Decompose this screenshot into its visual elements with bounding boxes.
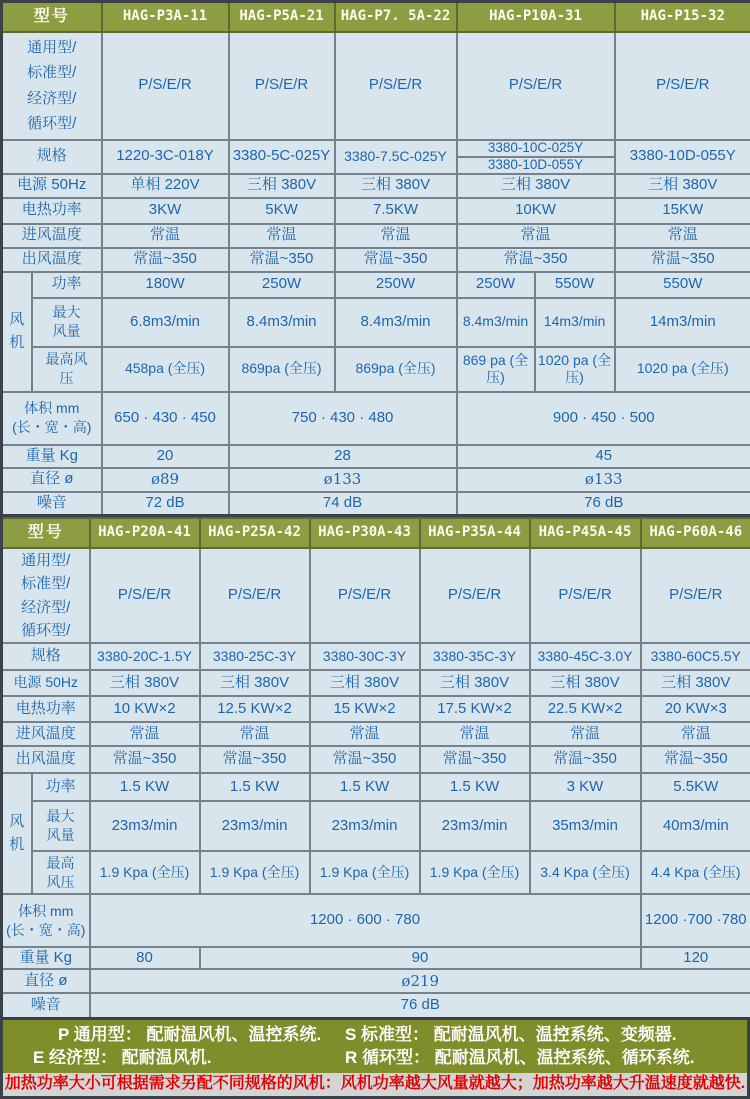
power-cell: 单相 220V	[102, 174, 229, 198]
spec-cell: 3380-35C-3Y	[420, 643, 530, 670]
heat-power-label: 电热功率	[2, 198, 102, 224]
noise-cell: 76 dB	[90, 993, 750, 1018]
fan-airflow-cell: 14m3/min	[615, 298, 750, 347]
fan-power-cell: 1.5 KW	[90, 773, 200, 801]
diameter-cell: ø219	[90, 969, 750, 993]
model-cell: HAG-P20A-41	[90, 518, 200, 548]
fan-airflow-cell: 8.4m3/min	[229, 298, 335, 347]
type-cell: P/S/E/R	[615, 32, 750, 140]
fan-group-label	[2, 272, 32, 392]
inlet-cell: 常温	[310, 722, 420, 746]
spec-cell: 3380-10D-055Y	[615, 140, 750, 174]
type-label-line: 经济型/	[5, 596, 87, 619]
legend-s-standard: S 标准型： 配耐温风机、温控系统、变频器.	[345, 1023, 747, 1046]
type-cell: P/S/E/R	[530, 548, 641, 643]
heat-cell: 22.5 KW×2	[530, 696, 641, 722]
type-cell: P/S/E/R	[420, 548, 530, 643]
inlet-temp-row	[2, 722, 750, 746]
fan-pressure-cell: 1.9 Kpa (全压)	[200, 851, 310, 894]
type-row-label	[2, 548, 90, 643]
fan-pressure-cell: 869pa (全压)	[229, 347, 335, 392]
weight-row	[2, 445, 750, 468]
power-supply-row	[2, 670, 750, 696]
outlet-temp-label: 出风温度	[2, 248, 102, 272]
model-header-row	[2, 518, 750, 548]
fan-power-cell: 250W	[229, 272, 335, 298]
fan-airflow-cell: 23m3/min	[420, 801, 530, 851]
type-label-line: 循环型/	[5, 619, 87, 642]
volume-label-line: 体积 mm	[5, 399, 99, 418]
inlet-temp-row	[2, 224, 750, 248]
volume-row	[2, 894, 750, 947]
inlet-cell: 常温	[615, 224, 750, 248]
noise-cell: 76 dB	[457, 492, 750, 516]
legend-p-general: P 通用型： 配耐温风机、温控系统.	[3, 1023, 345, 1046]
model-header-row	[2, 2, 750, 32]
power-cell: 三相 380V	[457, 174, 615, 198]
fan-power-cell: 550W	[535, 272, 615, 298]
power-cell: 三相 380V	[310, 670, 420, 696]
legend-e-economy: E 经济型： 配耐温风机.	[3, 1046, 345, 1069]
weight-row	[2, 947, 750, 969]
pressure-label-line: 压	[35, 369, 99, 388]
fan-power-row	[2, 272, 750, 298]
inlet-cell: 常温	[641, 722, 750, 746]
type-row	[2, 548, 750, 643]
heat-cell: 10KW	[457, 198, 615, 224]
model-cell: HAG-P35A-44	[420, 518, 530, 548]
fan-pressure-cell: 4.4 Kpa (全压)	[641, 851, 750, 894]
spec-cell: 3380-60C5.5Y	[641, 643, 750, 670]
model-cell: HAG-P60A-46	[641, 518, 750, 548]
fan-power-cell: 250W	[457, 272, 535, 298]
fan-power-cell: 1.5 KW	[420, 773, 530, 801]
model-cell: HAG-P7. 5A-22	[335, 2, 457, 32]
model-cell: HAG-P5A-21	[229, 2, 335, 32]
weight-cell: 90	[200, 947, 641, 969]
airflow-label-line: 最大	[35, 807, 87, 826]
fan-pressure-row	[2, 347, 750, 392]
model-cell: HAG-P45A-45	[530, 518, 641, 548]
noise-label: 噪音	[2, 492, 102, 516]
diameter-row	[2, 969, 750, 993]
fan-pressure-cell: 869pa (全压)	[335, 347, 457, 392]
fan-pressure-cell: 1020 pa (全压)	[535, 347, 615, 392]
spec-cell: 3380-25C-3Y	[200, 643, 310, 670]
fan-pressure-label	[32, 347, 102, 392]
spec-row	[2, 643, 750, 670]
fan-power-row	[2, 773, 750, 801]
heating-power-note: 加热功率大小可根据需求另配不同规格的风机：风机功率越大风量就越大；加热功率越大升温速度就越快.	[0, 1073, 750, 1099]
heat-cell: 15 KW×2	[310, 696, 420, 722]
fan-pressure-cell: 869 pa (全压)	[457, 347, 535, 392]
fan-pressure-label	[32, 851, 90, 894]
noise-row	[2, 993, 750, 1018]
power-cell: 三相 380V	[615, 174, 750, 198]
outlet-temp-label: 出风温度	[2, 746, 90, 773]
noise-label: 噪音	[2, 993, 90, 1018]
fan-airflow-cell: 35m3/min	[530, 801, 641, 851]
volume-cell: 1200 · 600 · 780	[90, 894, 641, 947]
fan-pressure-cell: 1020 pa (全压)	[615, 347, 750, 392]
volume-cell: 650 · 430 · 450	[102, 392, 229, 445]
inlet-cell: 常温	[530, 722, 641, 746]
outlet-cell: 常温~350	[615, 248, 750, 272]
outlet-cell: 常温~350	[420, 746, 530, 773]
fan-airflow-label	[32, 801, 90, 851]
airflow-label-line: 最大	[35, 303, 99, 322]
fan-power-label: 功率	[32, 272, 102, 298]
outlet-cell: 常温~350	[641, 746, 750, 773]
inlet-cell: 常温	[229, 224, 335, 248]
power-cell: 三相 380V	[90, 670, 200, 696]
heat-cell: 17.5 KW×2	[420, 696, 530, 722]
fan-airflow-cell: 23m3/min	[200, 801, 310, 851]
fan-airflow-cell: 23m3/min	[90, 801, 200, 851]
model-cell: HAG-P30A-43	[310, 518, 420, 548]
type-cell: P/S/E/R	[457, 32, 615, 140]
outlet-cell: 常温~350	[200, 746, 310, 773]
heat-cell: 20 KW×3	[641, 696, 750, 722]
fan-pressure-cell: 1.9 Kpa (全压)	[420, 851, 530, 894]
fan-airflow-cell: 8.4m3/min	[335, 298, 457, 347]
fan-power-cell: 250W	[335, 272, 457, 298]
volume-label-line: (长・宽・高)	[5, 418, 99, 437]
fan-airflow-cell: 14m3/min	[535, 298, 615, 347]
weight-cell: 120	[641, 947, 750, 969]
fan-group-label	[2, 773, 32, 894]
spec-cell: 3380-10D-055Y	[457, 157, 615, 174]
type-cell: P/S/E/R	[310, 548, 420, 643]
fan-pressure-cell: 1.9 Kpa (全压)	[310, 851, 420, 894]
model-cell: HAG-P10A-31	[457, 2, 615, 32]
heat-cell: 15KW	[615, 198, 750, 224]
spec-cell: 3380-7.5C-025Y	[335, 140, 457, 174]
fan-power-cell: 550W	[615, 272, 750, 298]
model-cell: HAG-P3A-11	[102, 2, 229, 32]
pressure-label-line: 最高	[35, 854, 87, 873]
noise-cell: 72 dB	[102, 492, 229, 516]
fan-airflow-cell: 40m3/min	[641, 801, 750, 851]
spec-cell: 3380-20C-1.5Y	[90, 643, 200, 670]
model-cell: HAG-P15-32	[615, 2, 750, 32]
spec-cell: 3380-5C-025Y	[229, 140, 335, 174]
airflow-label-line: 风量	[35, 826, 87, 845]
fan-power-cell: 180W	[102, 272, 229, 298]
fan-pressure-cell: 1.9 Kpa (全压)	[90, 851, 200, 894]
outlet-temp-row	[2, 248, 750, 272]
volume-label-line: (长・宽・高)	[5, 921, 87, 940]
volume-cell: 750 · 430 · 480	[229, 392, 457, 445]
power-supply-row	[2, 174, 750, 198]
type-row-label	[2, 32, 102, 140]
fan-label-char: 机	[5, 834, 29, 857]
outlet-cell: 常温~350	[335, 248, 457, 272]
fan-power-cell: 3 KW	[530, 773, 641, 801]
power-supply-label: 电源 50Hz	[2, 174, 102, 198]
power-cell: 三相 380V	[200, 670, 310, 696]
outlet-cell: 常温~350	[310, 746, 420, 773]
fan-airflow-cell: 8.4m3/min	[457, 298, 535, 347]
type-label-line: 循环型/	[5, 111, 99, 137]
weight-label: 重量 Kg	[2, 445, 102, 468]
volume-label-line: 体积 mm	[5, 902, 87, 921]
spec-cell: 3380-45C-3.0Y	[530, 643, 641, 670]
outlet-cell: 常温~350	[229, 248, 335, 272]
type-cell: P/S/E/R	[200, 548, 310, 643]
power-cell: 三相 380V	[641, 670, 750, 696]
fan-pressure-cell: 458pa (全压)	[102, 347, 229, 392]
pressure-label-line: 最高风	[35, 350, 99, 369]
heat-power-row	[2, 198, 750, 224]
volume-cell: 1200 ·700 ·780	[641, 894, 750, 947]
diameter-label: 直径 ø	[2, 468, 102, 492]
spec-row	[2, 140, 750, 157]
type-label-line: 标准型/	[5, 60, 99, 86]
inlet-temp-label: 进风温度	[2, 224, 102, 248]
outlet-cell: 常温~350	[90, 746, 200, 773]
type-cell: P/S/E/R	[335, 32, 457, 140]
power-supply-label: 电源 50Hz	[2, 670, 90, 696]
inlet-cell: 常温	[102, 224, 229, 248]
noise-row	[2, 492, 750, 516]
heat-cell: 10 KW×2	[90, 696, 200, 722]
fan-power-label: 功率	[32, 773, 90, 801]
inlet-cell: 常温	[457, 224, 615, 248]
fan-label-char: 机	[5, 332, 29, 355]
fan-airflow-cell: 6.8m3/min	[102, 298, 229, 347]
airflow-label-line: 风量	[35, 322, 99, 341]
inlet-temp-label: 进风温度	[2, 722, 90, 746]
heat-cell: 3KW	[102, 198, 229, 224]
spec-table-small-models	[0, 0, 750, 517]
heat-cell: 5KW	[229, 198, 335, 224]
diameter-cell: ø89	[102, 468, 229, 492]
fan-power-cell: 1.5 KW	[310, 773, 420, 801]
diameter-cell: ø133	[229, 468, 457, 492]
model-header-label: 型号	[2, 518, 90, 548]
type-label-line: 通用型/	[5, 35, 99, 61]
fan-pressure-cell: 3.4 Kpa (全压)	[530, 851, 641, 894]
weight-cell: 20	[102, 445, 229, 468]
type-cell: P/S/E/R	[90, 548, 200, 643]
fan-airflow-label	[32, 298, 102, 347]
power-cell: 三相 380V	[229, 174, 335, 198]
fan-airflow-row	[2, 298, 750, 347]
heat-cell: 7.5KW	[335, 198, 457, 224]
spec-table-large-models	[0, 517, 750, 1020]
fan-airflow-row	[2, 801, 750, 851]
legend-line	[3, 1046, 747, 1069]
inlet-cell: 常温	[200, 722, 310, 746]
volume-cell: 900 · 450 · 500	[457, 392, 750, 445]
outlet-cell: 常温~350	[457, 248, 615, 272]
type-row	[2, 32, 750, 140]
diameter-label: 直径 ø	[2, 969, 90, 993]
type-label-line: 通用型/	[5, 549, 87, 572]
noise-cell: 74 dB	[229, 492, 457, 516]
type-label-line: 经济型/	[5, 86, 99, 112]
inlet-cell: 常温	[90, 722, 200, 746]
outlet-cell: 常温~350	[102, 248, 229, 272]
pressure-label-line: 风压	[35, 873, 87, 892]
heat-cell: 12.5 KW×2	[200, 696, 310, 722]
type-cell: P/S/E/R	[641, 548, 750, 643]
model-header-label: 型号	[2, 2, 102, 32]
weight-cell: 80	[90, 947, 200, 969]
type-label-line: 标准型/	[5, 572, 87, 595]
fan-power-cell: 1.5 KW	[200, 773, 310, 801]
fan-label-char: 风	[5, 811, 29, 834]
fan-label-char: 风	[5, 309, 29, 332]
weight-cell: 28	[229, 445, 457, 468]
spec-row-label: 规格	[2, 643, 90, 670]
fan-pressure-row	[2, 851, 750, 894]
diameter-row	[2, 468, 750, 492]
volume-row	[2, 392, 750, 445]
spec-cell: 1220-3C-018Y	[102, 140, 229, 174]
spec-cell: 3380-30C-3Y	[310, 643, 420, 670]
type-cell: P/S/E/R	[102, 32, 229, 140]
outlet-temp-row	[2, 746, 750, 773]
type-legend-band	[0, 1020, 750, 1073]
inlet-cell: 常温	[335, 224, 457, 248]
outlet-cell: 常温~350	[530, 746, 641, 773]
heat-power-row	[2, 696, 750, 722]
weight-label: 重量 Kg	[2, 947, 90, 969]
type-cell: P/S/E/R	[229, 32, 335, 140]
inlet-cell: 常温	[420, 722, 530, 746]
volume-label	[2, 894, 90, 947]
power-cell: 三相 380V	[335, 174, 457, 198]
legend-r-circulation: R 循环型： 配耐温风机、温控系统、循环系统.	[345, 1046, 747, 1069]
legend-line	[3, 1023, 747, 1046]
fan-airflow-cell: 23m3/min	[310, 801, 420, 851]
volume-label	[2, 392, 102, 445]
power-cell: 三相 380V	[530, 670, 641, 696]
weight-cell: 45	[457, 445, 750, 468]
spec-row-label: 规格	[2, 140, 102, 174]
spec-cell: 3380-10C-025Y	[457, 140, 615, 157]
model-cell: HAG-P25A-42	[200, 518, 310, 548]
heat-power-label: 电热功率	[2, 696, 90, 722]
power-cell: 三相 380V	[420, 670, 530, 696]
fan-power-cell: 5.5KW	[641, 773, 750, 801]
diameter-cell: ø133	[457, 468, 750, 492]
